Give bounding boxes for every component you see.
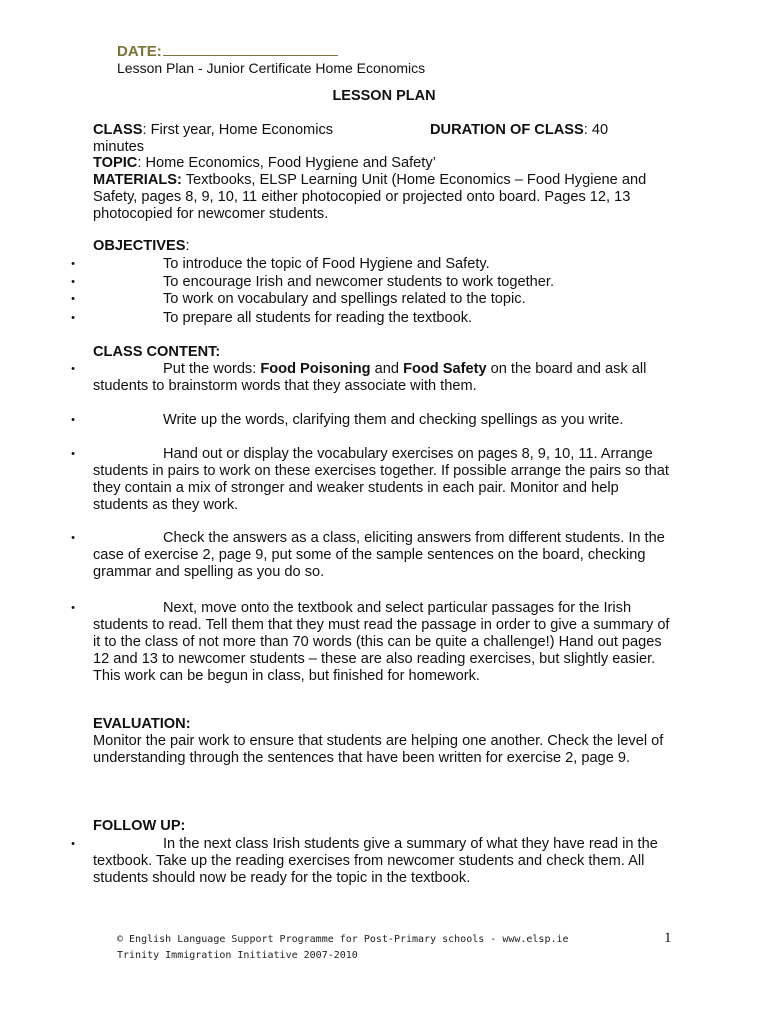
content-text-2-body: Write up the words, clarifying them and checking spellings as you write. [163, 412, 624, 428]
materials-label: MATERIALS: [93, 172, 182, 188]
class-label: CLASS [93, 122, 143, 138]
bullet-icon: • [71, 312, 75, 324]
bullet-icon: • [71, 276, 75, 288]
objective-text-1: To introduce the topic of Food Hygiene and Safety. [163, 256, 490, 272]
bullet-icon: • [71, 448, 75, 460]
objective-text-2: To encourage Irish and newcomer students to work together. [163, 274, 555, 290]
content-text-3-body: Hand out or display the vocabulary exercises on pages 8, 9, 10, 11. Arrange students in pairs to work on these exercises together. If possible arrange the pairs so that they contain a mix of stronger and weaker students in each pair. Monitor and help students as they work. [93, 446, 669, 513]
evaluation-heading: EVALUATION: [93, 716, 191, 732]
topic-line [93, 155, 673, 172]
duration-value: : 40 [583, 122, 609, 138]
document-subtitle: Lesson Plan - Junior Certificate Home Economics [117, 60, 426, 76]
objective-text [93, 274, 673, 291]
date-field [117, 42, 338, 60]
content-text-4-body: Check the answers as a class, eliciting answers from different students. In the case of exercise 2, page 9, put some of the sample sentences on the board, checking grammar and spelling as you do so. [93, 530, 665, 580]
document-title [0, 88, 768, 105]
objective-text-4: To prepare all students for reading the textbook. [163, 310, 473, 326]
follow-up-text-body: In the next class Irish students give a summary of what they have read in the textbook. Take up the reading exercises from newcomer students and check them. All students should now be ready for the topic in the textbook. [93, 836, 658, 886]
footer-initiative: Trinity Immigration Initiative 2007-2010 [117, 950, 358, 961]
bullet-icon: • [71, 258, 75, 270]
objective-text [93, 256, 673, 273]
duration-info [430, 122, 608, 139]
follow-up-heading: FOLLOW UP: [93, 818, 186, 834]
topic-value: : Home Economics, Food Hygiene and Safety’ [137, 155, 436, 171]
content-text-1 [93, 361, 673, 395]
topic-label: TOPIC [93, 155, 138, 171]
footer-copyright: © English Language Support Programme for Post-Primary schools - www.elsp.ie [117, 934, 569, 945]
objective-text [93, 291, 673, 308]
materials-paragraph [93, 172, 673, 223]
class-content-heading: CLASS CONTENT: [93, 344, 221, 360]
bullet-icon: • [71, 602, 75, 614]
objective-text-3: To work on vocabulary and spellings related to the topic. [163, 291, 526, 307]
follow-up-text [93, 836, 673, 887]
bullet-icon: • [71, 414, 75, 426]
class-info-line [93, 122, 673, 156]
bullet-icon: • [71, 532, 75, 544]
duration-label: DURATION OF CLASS [430, 122, 584, 138]
objective-text [93, 310, 673, 327]
page-number: 1 [664, 930, 672, 946]
objectives-heading [93, 238, 673, 255]
page-footer [117, 932, 569, 964]
content-text-1a: Put the words: [163, 361, 261, 377]
content-text-3 [93, 446, 673, 514]
keyword-food-safety: Food Safety [403, 361, 487, 377]
evaluation-text: Monitor the pair work to ensure that students are helping one another. Check the level of understanding through the sentences that have been written for exercise 2, page 9. [93, 733, 664, 766]
bullet-icon: • [71, 838, 75, 850]
keyword-food-poisoning: Food Poisoning [260, 361, 371, 377]
objectives-heading-colon: : [185, 238, 190, 254]
materials-value: Textbooks, ELSP Learning Unit (Home Economics – Food Hygiene and Safety, pages 8, 9, 10, 11 either photocopied or projected onto board. Pages 12, 13 photocopied for newcomer students. [93, 172, 647, 222]
content-text-5 [93, 600, 673, 685]
class-value: : First year, Home Economics [142, 122, 334, 138]
content-text-5-body: Next, move onto the textbook and select particular passages for the Irish students to read. Tell them that they must read the passage in order to give a summary of it to the class of not more than 70 words (this can be quite a challenge!) Hand out pages 12 and 13 to newcomer students – these are also reading exercises, but slightly easier. This work can be begun in class, but finished for homework. [93, 600, 670, 684]
document-title-text: LESSON PLAN [332, 88, 436, 104]
content-text-4 [93, 530, 673, 581]
content-text-2 [93, 412, 673, 429]
bullet-icon: • [71, 293, 75, 305]
date-label: DATE: [117, 43, 162, 60]
content-text-1c: and [370, 361, 404, 377]
content-text-1d: on the board and ask all students to brainstorm words that they associate with them. [93, 361, 647, 394]
objectives-heading-text: OBJECTIVES [93, 238, 186, 254]
date-blank-line [163, 42, 338, 56]
bullet-icon: • [71, 363, 75, 375]
duration-wrap: minutes [93, 139, 145, 155]
